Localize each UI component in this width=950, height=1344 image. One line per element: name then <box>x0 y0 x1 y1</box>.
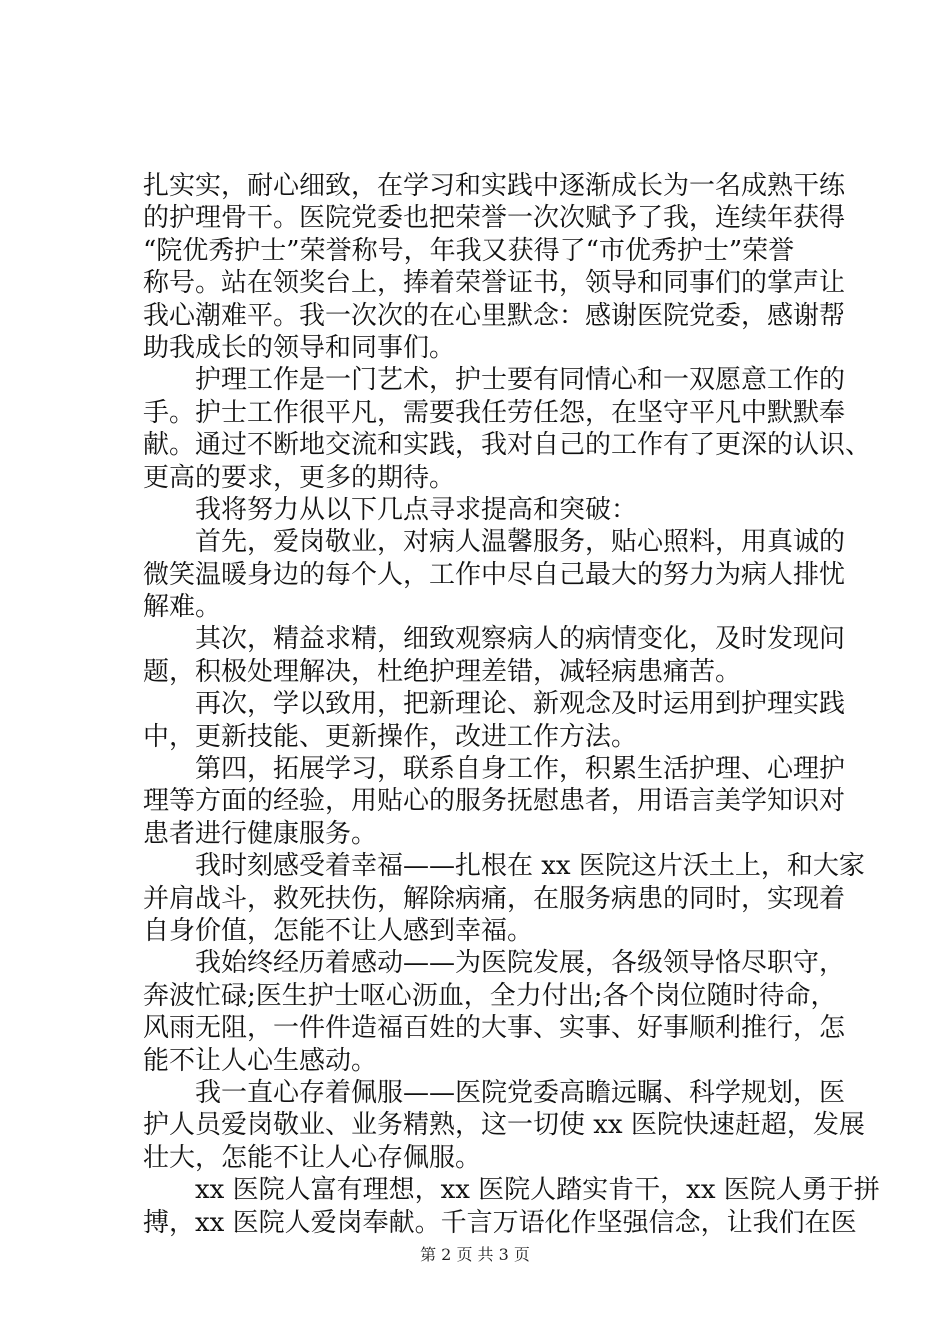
text-line: 其次，精益求精，细致观察病人的病情变化，及时发现问 <box>143 624 846 655</box>
text-line: 更高的要求，更多的期待。 <box>143 462 456 493</box>
text-line: 献。通过不断地交流和实践，我对自己的工作有了更深的认识、 <box>143 430 872 461</box>
text-line: 我心潮难平。我一次次的在心里默念：感谢医院党委，感谢帮 <box>143 300 846 331</box>
text-line: 解难。 <box>143 592 222 623</box>
text-line: xx 医院人富有理想，xx 医院人踏实肯干，xx 医院人勇于拼 <box>143 1175 880 1206</box>
text-line: 患者进行健康服务。 <box>143 818 378 849</box>
text-line: 我一直心存着佩服——医院党委高瞻远瞩、科学规划，医 <box>143 1077 846 1108</box>
text-line: 我将努力从以下几点寻求提高和突破： <box>143 494 638 525</box>
text-line: 壮大，怎能不让人心存佩服。 <box>143 1142 482 1173</box>
text-line: 自身价值，怎能不让人感到幸福。 <box>143 915 534 946</box>
text-line: 助我成长的领导和同事们。 <box>143 332 456 363</box>
body-text <box>143 170 880 1239</box>
text-line: 并肩战斗，救死扶伤，解除病痛，在服务病患的同时，实现着 <box>143 883 846 914</box>
text-line: 风雨无阻，一件件造福百姓的大事、实事、好事顺利推行，怎 <box>143 1013 846 1044</box>
text-line: 扎实实，耐心细致，在学习和实践中逐渐成长为一名成熟干练 <box>143 171 846 201</box>
text-line: 护理工作是一门艺术，护士要有同情心和一双愿意工作的 <box>143 365 846 396</box>
text-line: 题，积极处理解决，杜绝护理差错，减轻病患痛苦。 <box>143 656 742 687</box>
text-line: 搏，xx 医院人爱岗奉献。千言万语化作坚强信念，让我们在医 <box>143 1207 857 1238</box>
text-line: 第四，拓展学习，联系自身工作，积累生活护理、心理护 <box>143 754 846 785</box>
page-number-footer: 第 2 页 共 3 页 <box>420 1245 530 1264</box>
text-line: 称号。站在领奖台上，捧着荣誉证书，领导和同事们的掌声让 <box>143 268 846 299</box>
text-line: 奔波忙碌;医生护士呕心沥血，全力付出;各个岗位随时待命， <box>143 980 837 1011</box>
text-line: 我始终经历着感动——为医院发展，各级领导恪尽职守， <box>143 948 846 979</box>
text-line: 再次，学以致用，把新理论、新观念及时运用到护理实践 <box>143 689 846 720</box>
text-line: 中，更新技能、更新操作，改进工作方法。 <box>143 721 638 752</box>
text-line: 能不让人心生感动。 <box>143 1045 378 1076</box>
text-line: 我时刻感受着幸福——扎根在 xx 医院这片沃土上，和大家 <box>143 851 865 882</box>
text-line: 理等方面的经验，用贴心的服务抚慰患者，用语言美学知识对 <box>143 786 846 817</box>
text-line: 手。护士工作很平凡，需要我任劳任怨，在坚守平凡中默默奉 <box>143 397 846 428</box>
text-line: 的护理骨干。医院党委也把荣誉一次次赋予了我，连续年获得 <box>143 203 846 234</box>
text-line: 护人员爱岗敬业、业务精熟，这一切使 xx 医院快速赶超，发展 <box>143 1110 865 1141</box>
text-line: “院优秀护士”荣誉称号，年我又获得了“市优秀护士”荣誉 <box>143 235 795 266</box>
text-line: 微笑温暖身边的每个人，工作中尽自己最大的努力为病人排忧 <box>143 559 846 590</box>
text-line: 首先，爱岗敬业，对病人温馨服务，贴心照料，用真诚的 <box>143 527 846 558</box>
